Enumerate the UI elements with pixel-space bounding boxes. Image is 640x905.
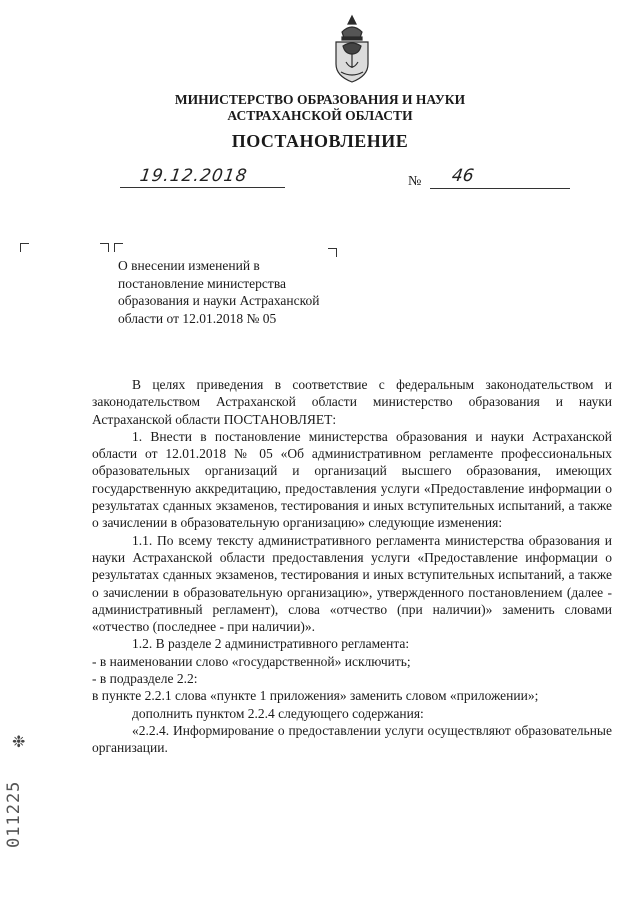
coat-of-arms-emblem xyxy=(330,10,374,84)
body-paragraph: «2.2.4. Информирование о предоставлении услуги осуществляют образовательные организации. xyxy=(92,722,612,756)
document-body xyxy=(92,376,612,757)
corner-mark-left xyxy=(20,243,29,252)
ministry-name-line2: АСТРАХАНСКОЙ ОБЛАСТИ xyxy=(227,108,413,123)
subject-line: области от 12.01.2018 № 05 xyxy=(118,310,277,326)
margin-stamp-text: 011225 xyxy=(4,780,24,848)
body-paragraph: в пункте 2.2.1 слова «пункте 1 приложения» заменить словом «приложении»; xyxy=(92,688,539,704)
corner-mark-subject-left xyxy=(100,243,109,252)
document-subject xyxy=(118,257,358,327)
document-type-title: ПОСТАНОВЛЕНИЕ xyxy=(231,131,409,151)
body-paragraph: - в наименовании слово «государственной» исключить; xyxy=(92,653,411,669)
number-sign: № xyxy=(408,174,422,189)
document-date: 19.12.2018 xyxy=(138,166,249,186)
body-paragraph: 1.2. В разделе 2 административного регламента: xyxy=(132,636,410,652)
body-paragraph: дополнить пунктом 2.2.4 следующего содержания: xyxy=(132,705,424,721)
corner-mark-subject-right xyxy=(328,248,337,257)
body-paragraph: 1.1. По всему тексту административного регламента министерства образования и науки Астраханской области предоставления услуги «Предоставление информации о результатах сданных экзаменов, тестирования и иных вступительных испытаний, а также о зачислении в образовательную организацию», утвержденного постановлением (далее - административный регламент), слова «отчество (при наличии)» заменить словами «отчество (последнее - при наличии)». xyxy=(92,532,612,635)
corner-mark-subject-top xyxy=(114,243,123,252)
body-paragraph: В целях приведения в соответствие с федеральным законодательством и законодательством Астраханской области министерство образования и науки Астраханской области ПОСТАНОВЛЯЕТ: xyxy=(92,377,612,427)
subject-line: образования и науки Астраханской xyxy=(118,293,320,308)
document-number: 46 xyxy=(450,166,476,186)
ministry-name-line1: МИНИСТЕРСТВО ОБРАЗОВАНИЯ И НАУКИ xyxy=(174,92,466,107)
margin-stamp-number xyxy=(0,760,26,850)
subject-line: постановление министерства xyxy=(118,275,287,291)
subject-line: О внесении изменений в xyxy=(118,258,260,273)
date-underline xyxy=(120,187,285,188)
ministry-name xyxy=(0,92,640,124)
body-paragraph: - в подразделе 2.2: xyxy=(92,671,198,687)
flower-stamp-icon: ❉ xyxy=(12,734,26,751)
number-underline xyxy=(430,188,570,189)
body-paragraph: 1. Внести в постановление министерства образования и науки Астраханской области от 12.01.2018 № 05 «Об административном регламенте профессиональных образовательных организаций и организаций высшего образования, имеющих государственную аккредитацию, предоставления услуги «Предоставление информации о результатах сданных экзаменов, тестирования и иных вступительных испытаний, а также о зачислении в образовательную организацию» следующие изменения: xyxy=(92,428,612,531)
